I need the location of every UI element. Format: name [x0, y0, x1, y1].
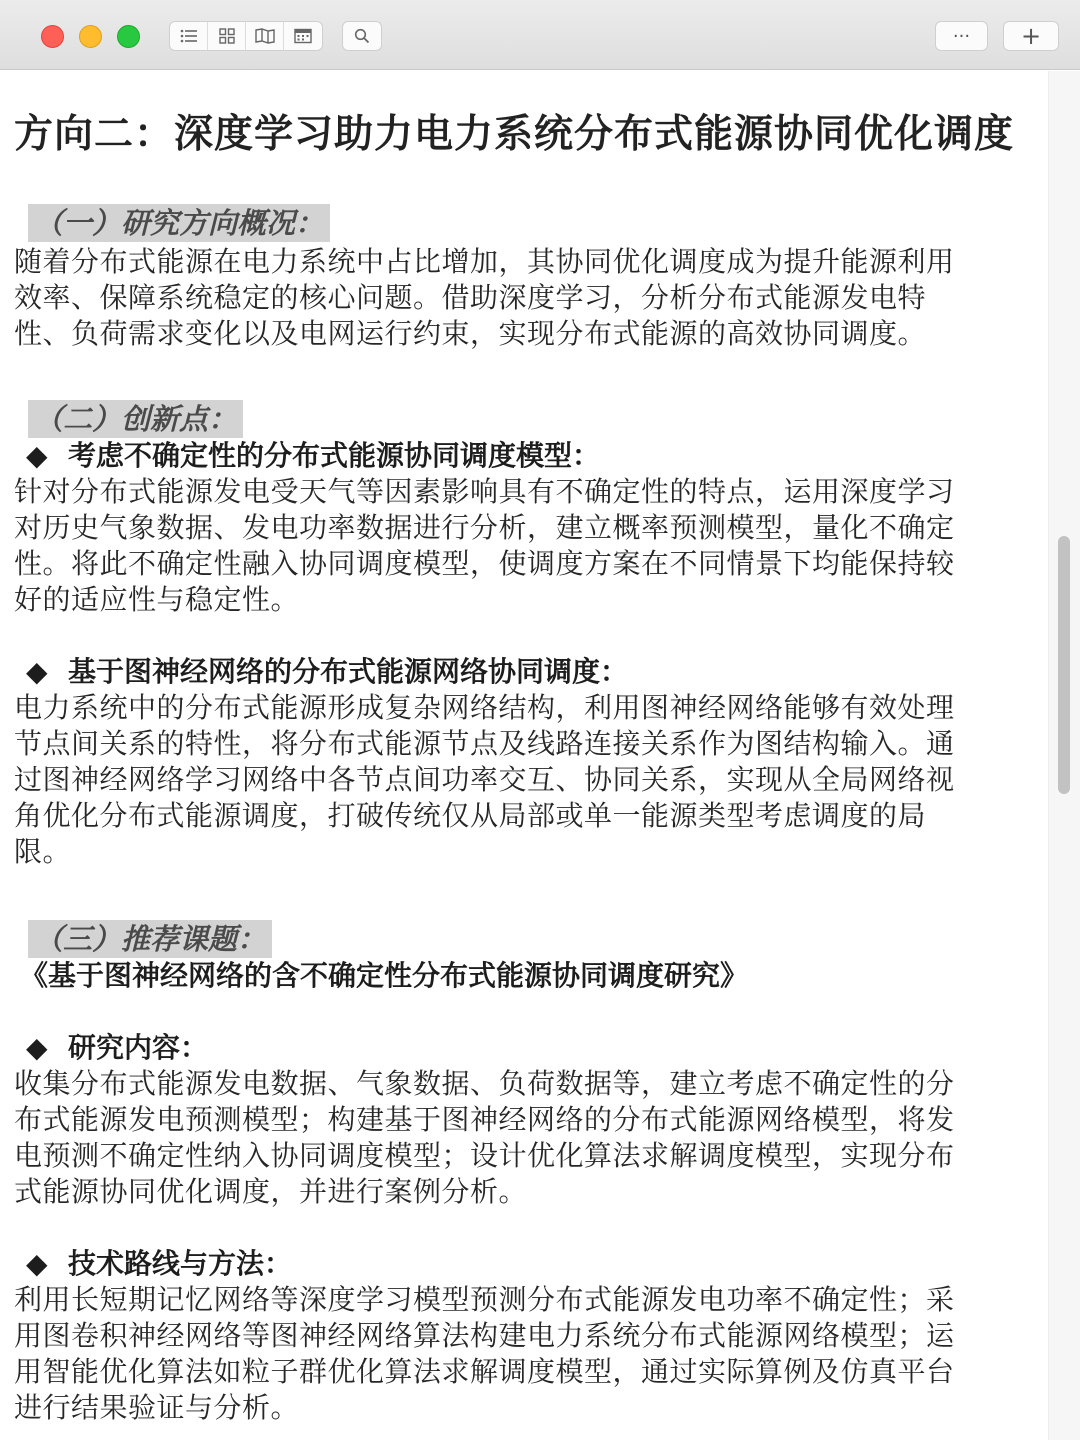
paragraph-line: 进行结果验证与分析。 [14, 1391, 300, 1424]
bullet-diamond: ◆ [26, 1031, 48, 1064]
paragraph-line: 利用长短期记忆网络等深度学习模型预测分布式能源发电功率不确定性；采 [14, 1283, 955, 1316]
paragraph-line: 角优化分布式能源调度，打破传统仅从局部或单一能源类型考虑调度的局 [14, 799, 927, 832]
paragraph-line: 性、负荷需求变化以及电网运行约束，实现分布式能源的高效协同调度。 [14, 317, 927, 350]
paragraph-line: 收集分布式能源发电数据、气象数据、负荷数据等，建立考虑不确定性的分 [14, 1067, 955, 1100]
paragraph-line: 式能源协同优化调度，并进行案例分析。 [14, 1175, 528, 1208]
search-icon [354, 28, 370, 44]
paragraph-line: 限。 [14, 835, 72, 868]
calendar-icon [294, 28, 312, 44]
paragraph-line: 用图卷积神经网络等图神经网络算法构建电力系统分布式能源网络模型；运 [14, 1319, 955, 1352]
paragraph-line: 效率、保障系统稳定的核心问题。借助深度学习，分析分布式能源发电特 [14, 281, 927, 314]
paragraph-line: 针对分布式能源发电受天气等因素影响具有不确定性的特点，运用深度学习 [14, 475, 955, 508]
technical-route-paragraph [14, 1282, 1014, 1426]
window-toolbar [0, 0, 1080, 70]
section-heading-innovation: （二）创新点： [28, 400, 243, 438]
add-button[interactable]: + [1003, 21, 1059, 51]
section-heading-overview: （一）研究方向概况： [28, 204, 330, 242]
close-window-button[interactable] [41, 25, 64, 48]
grid-icon [219, 28, 235, 44]
page-title: 方向二：深度学习助力电力系统分布式能源协同优化调度 [14, 112, 1015, 157]
bullet-title-text: 考虑不确定性的分布式能源协同调度模型： [68, 439, 601, 472]
bullet-diamond: ◆ [26, 1247, 48, 1280]
recommended-topic-title: 《基于图神经网络的含不确定性分布式能源协同调度研究》 [20, 959, 749, 992]
paragraph-line: 过图神经网络学习网络中各节点间功率交互、协同关系，实现从全局网络视 [14, 763, 955, 796]
overview-paragraph [14, 244, 1014, 352]
search-button[interactable] [342, 21, 382, 51]
research-content-paragraph [14, 1066, 1014, 1210]
paragraph-line: 用智能优化算法如粒子群优化算法求解调度模型，通过实际算例及仿真平台 [14, 1355, 955, 1388]
section-heading-recommended-topic: （三）推荐课题： [28, 920, 272, 958]
view-mode-segmented-control [169, 21, 323, 51]
bullet-title-text: 基于图神经网络的分布式能源网络协同调度： [68, 655, 629, 688]
research-content-title [26, 1030, 208, 1066]
paragraph-line: 电力系统中的分布式能源形成复杂网络结构，利用图神经网络能够有效处理 [14, 691, 955, 724]
innovation-point-1-paragraph [14, 474, 1014, 618]
paragraph-line: 布式能源发电预测模型；构建基于图神经网络的分布式能源网络模型，将发 [14, 1103, 955, 1136]
vertical-scrollbar-track[interactable] [1048, 71, 1080, 1440]
innovation-point-2-title [26, 654, 628, 690]
book-icon [255, 28, 275, 44]
book-view-button[interactable] [246, 22, 284, 50]
paragraph-line: 随着分布式能源在电力系统中占比增加，其协同优化调度成为提升能源利用 [14, 245, 955, 278]
paragraph-line: 对历史气象数据、发电功率数据进行分析，建立概率预测模型，量化不确定 [14, 511, 955, 544]
vertical-scrollbar-thumb[interactable] [1058, 536, 1070, 794]
minimize-window-button[interactable] [79, 25, 102, 48]
paragraph-line: 电预测不确定性纳入协同调度模型；设计优化算法求解调度模型，实现分布 [14, 1139, 955, 1172]
bullet-title-text: 研究内容： [68, 1031, 209, 1064]
paragraph-line: 性。将此不确定性融入协同调度模型，使调度方案在不同情景下均能保持较 [14, 547, 955, 580]
more-button[interactable]: ··· [935, 21, 988, 51]
bullet-diamond: ◆ [26, 439, 48, 472]
bullet-diamond: ◆ [26, 655, 48, 688]
calendar-view-button[interactable] [284, 22, 322, 50]
technical-route-title [26, 1246, 292, 1282]
list-view-button[interactable] [170, 22, 208, 50]
paragraph-line: 节点间关系的特性，将分布式能源节点及线路连接关系作为图结构输入。通 [14, 727, 955, 760]
list-icon [180, 29, 198, 43]
bullet-title-text: 技术路线与方法： [68, 1247, 293, 1280]
innovation-point-2-paragraph [14, 690, 1014, 870]
paragraph-line: 好的适应性与稳定性。 [14, 583, 300, 616]
zoom-window-button[interactable] [117, 25, 140, 48]
grid-view-button[interactable] [208, 22, 246, 50]
innovation-point-1-title [26, 438, 600, 474]
